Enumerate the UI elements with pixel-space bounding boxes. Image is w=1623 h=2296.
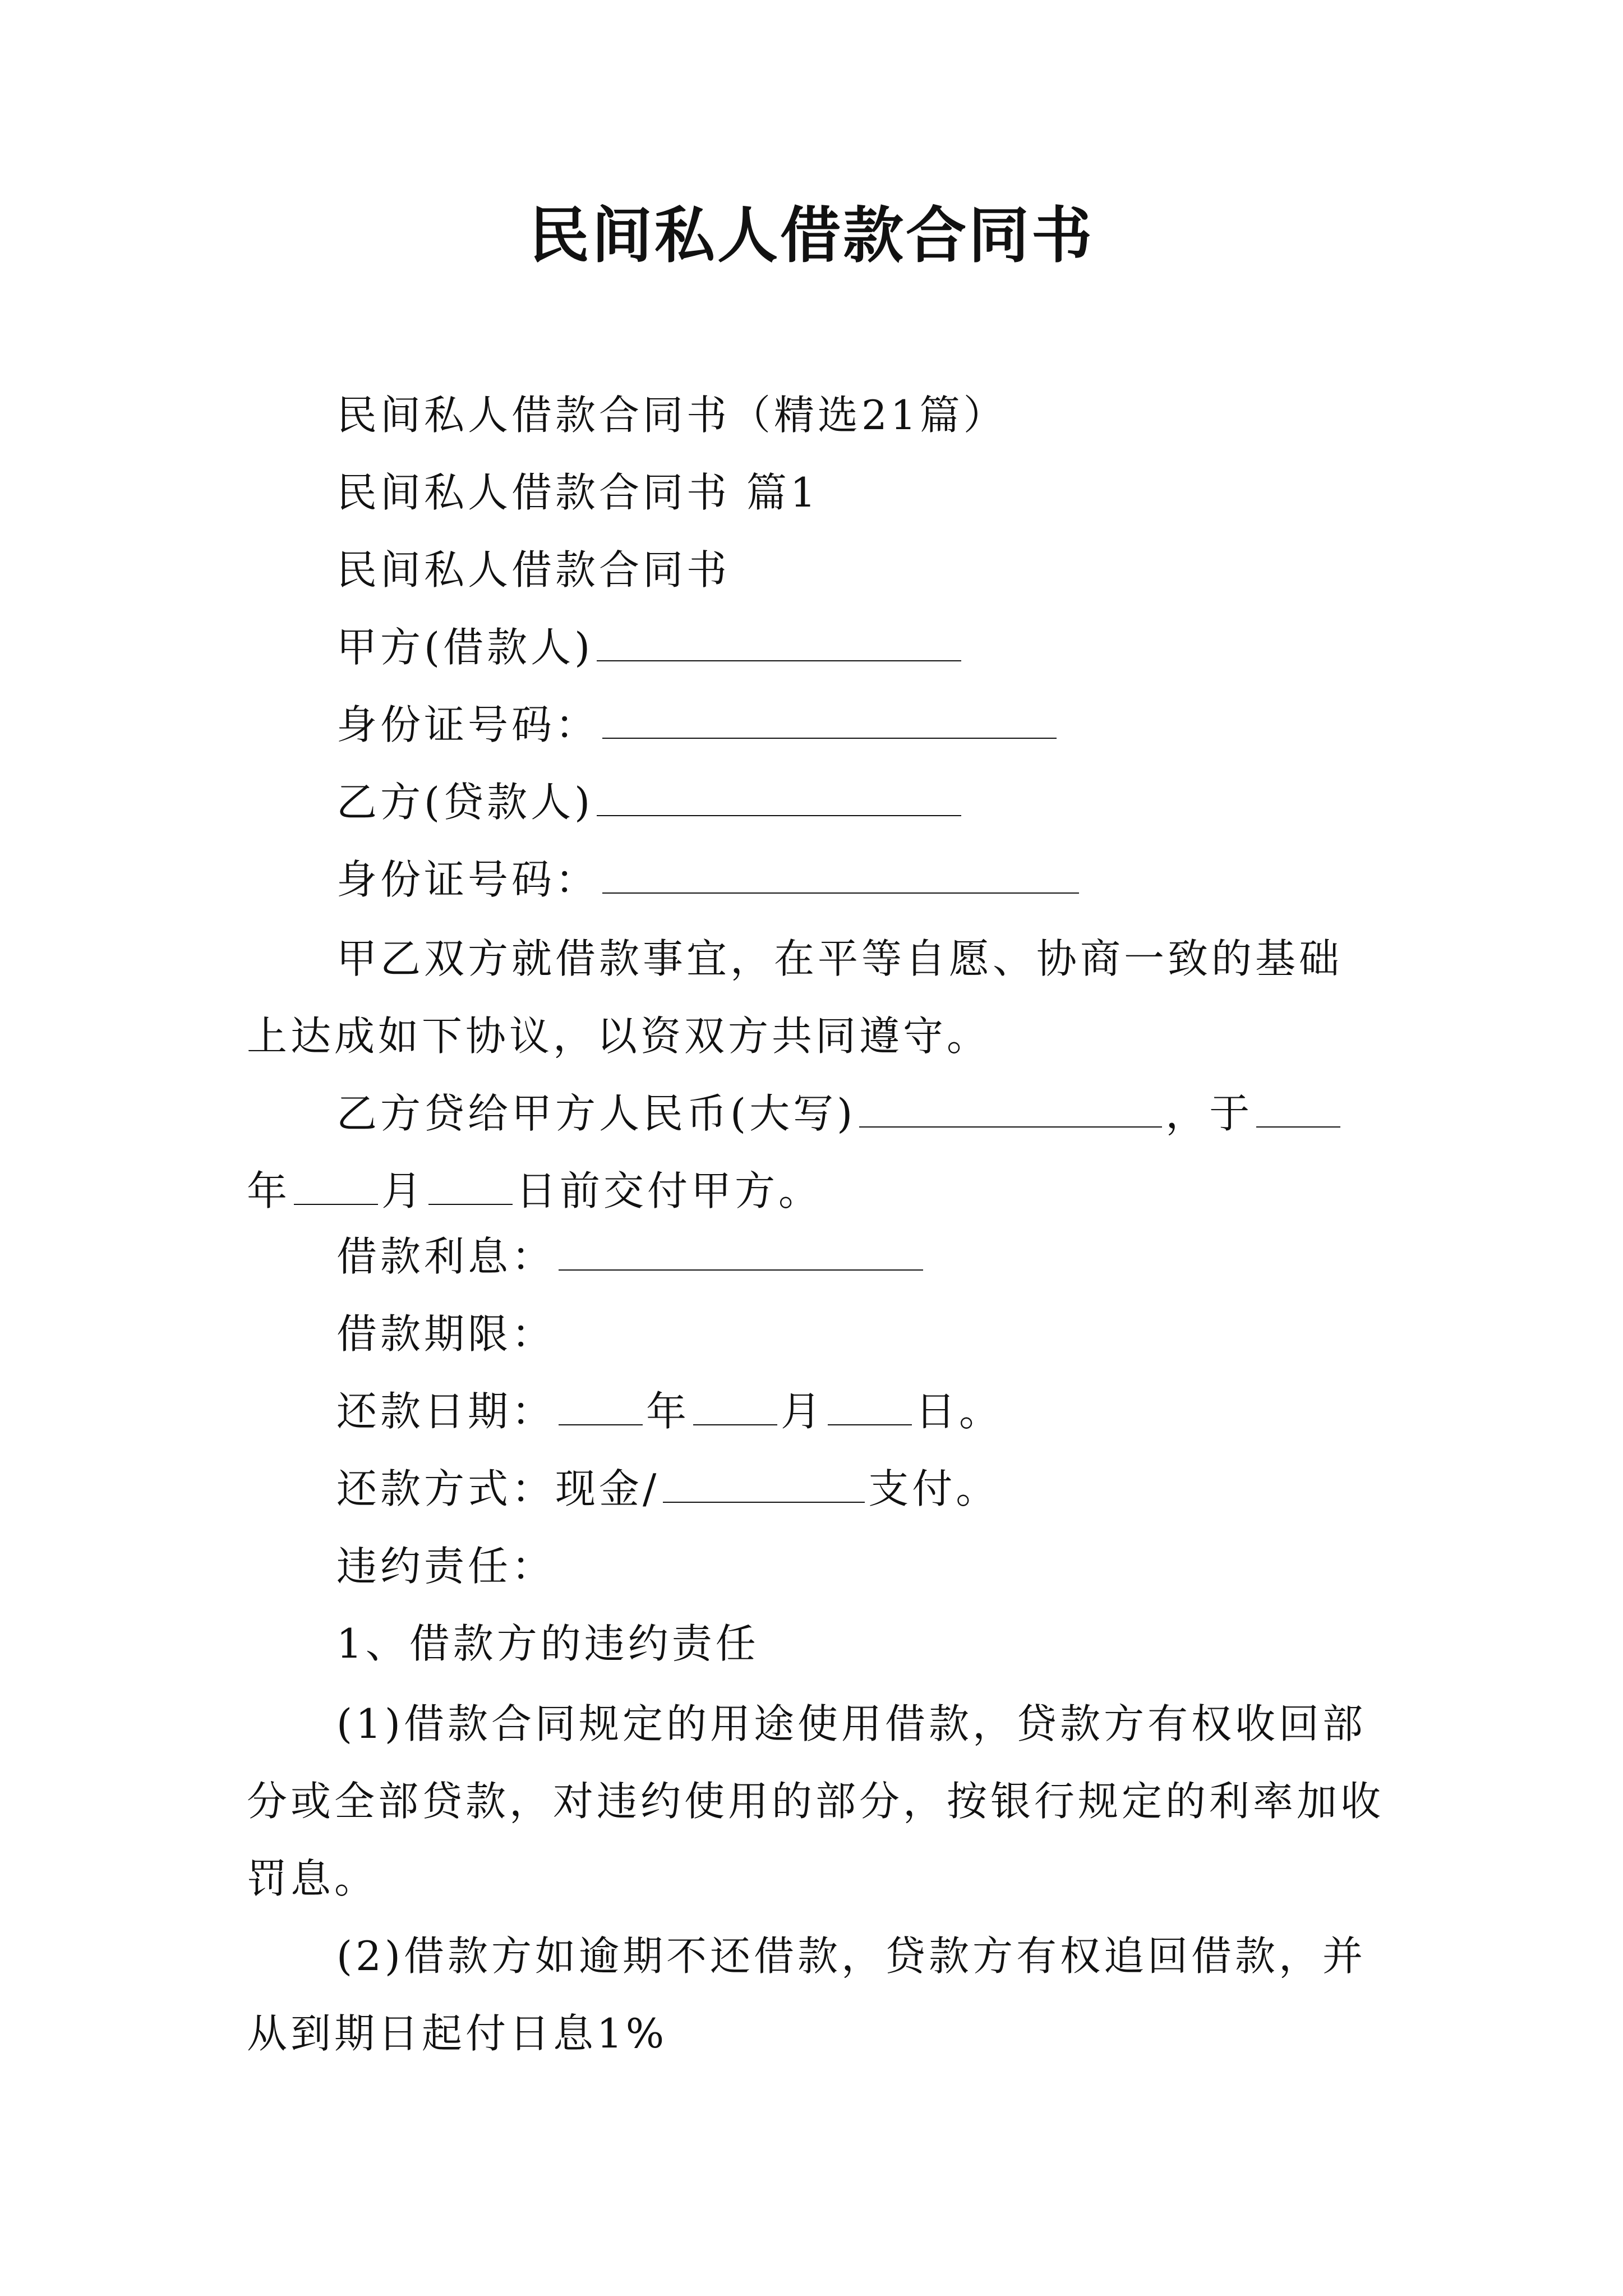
repay-date-year: 年 xyxy=(646,1388,690,1435)
section-heading: 民间私人借款合同书 篇1 xyxy=(336,469,819,516)
loan-amount-text-4: 月 xyxy=(381,1167,426,1214)
loan-day-blank[interactable] xyxy=(428,1169,513,1205)
id-number-label-1: 身份证号码： xyxy=(336,701,600,748)
repay-date-line xyxy=(336,1383,1003,1439)
party-a-label: 甲方(借款人) xyxy=(336,624,594,671)
id-number-blank-1[interactable] xyxy=(602,703,1057,739)
repay-date-day: 日。 xyxy=(915,1388,1003,1435)
interest-line xyxy=(336,1228,926,1285)
loan-amount-blank[interactable] xyxy=(859,1092,1162,1128)
loan-amount-text-5: 日前交付甲方。 xyxy=(516,1167,823,1214)
party-a-blank[interactable] xyxy=(597,625,961,661)
loan-amount-text-3: 年 xyxy=(247,1167,291,1214)
liability-heading: 违约责任： xyxy=(336,1543,556,1590)
repay-day-blank[interactable] xyxy=(828,1389,912,1425)
liability-item-1: 1、借款方的违约责任 xyxy=(336,1620,759,1667)
term-label: 借款期限： xyxy=(336,1310,556,1358)
clause-2: (2)借款方如逾期不还借款，贷款方有权追回借款，并从到期日起付日息1% xyxy=(247,1932,1366,2057)
clause-1: (1)借款合同规定的用途使用借款，贷款方有权收回部分或全部贷款，对违约使用的部分，按银行规定的利率加收罚息。 xyxy=(247,1700,1385,1902)
loan-amount-text-2: ，于 xyxy=(1165,1090,1253,1137)
party-a-line xyxy=(336,619,965,675)
document-subtitle: 民间私人借款合同书（精选21篇） xyxy=(336,392,1007,439)
interest-label: 借款利息： xyxy=(336,1233,556,1280)
repay-method-line xyxy=(336,1461,999,1517)
loan-amount-paragraph xyxy=(247,1075,1385,1230)
party-b-blank[interactable] xyxy=(597,780,961,816)
repay-month-blank[interactable] xyxy=(693,1389,777,1425)
repay-method-suffix: 支付。 xyxy=(868,1465,1000,1512)
term-line xyxy=(336,1306,555,1362)
party-b-label: 乙方(贷款人) xyxy=(336,779,594,826)
party-b-line xyxy=(336,774,965,830)
repay-method-blank[interactable] xyxy=(663,1467,865,1503)
id-number-blank-2[interactable] xyxy=(602,858,1079,894)
contract-heading: 民间私人借款合同书 xyxy=(336,546,731,593)
repay-method-label: 还款方式：现金/ xyxy=(336,1465,660,1512)
loan-year-blank[interactable] xyxy=(1256,1092,1340,1128)
repay-date-month: 月 xyxy=(781,1388,825,1435)
document-title: 民间私人借款合同书 xyxy=(528,200,1094,271)
id-number-label-2: 身份证号码： xyxy=(336,856,600,903)
loan-month-blank[interactable] xyxy=(294,1169,378,1205)
id-number-line-2 xyxy=(336,852,1082,908)
interest-blank[interactable] xyxy=(559,1235,923,1271)
agreement-paragraph: 甲乙双方就借款事宜，在平等自愿、协商一致的基础上达成如下协议，以资双方共同遵守。 xyxy=(247,935,1343,1060)
id-number-line-1 xyxy=(336,697,1060,753)
loan-amount-text-1: 乙方贷给甲方人民币(大写) xyxy=(336,1090,856,1137)
repay-year-blank[interactable] xyxy=(559,1389,643,1425)
repay-date-label: 还款日期： xyxy=(336,1388,556,1435)
